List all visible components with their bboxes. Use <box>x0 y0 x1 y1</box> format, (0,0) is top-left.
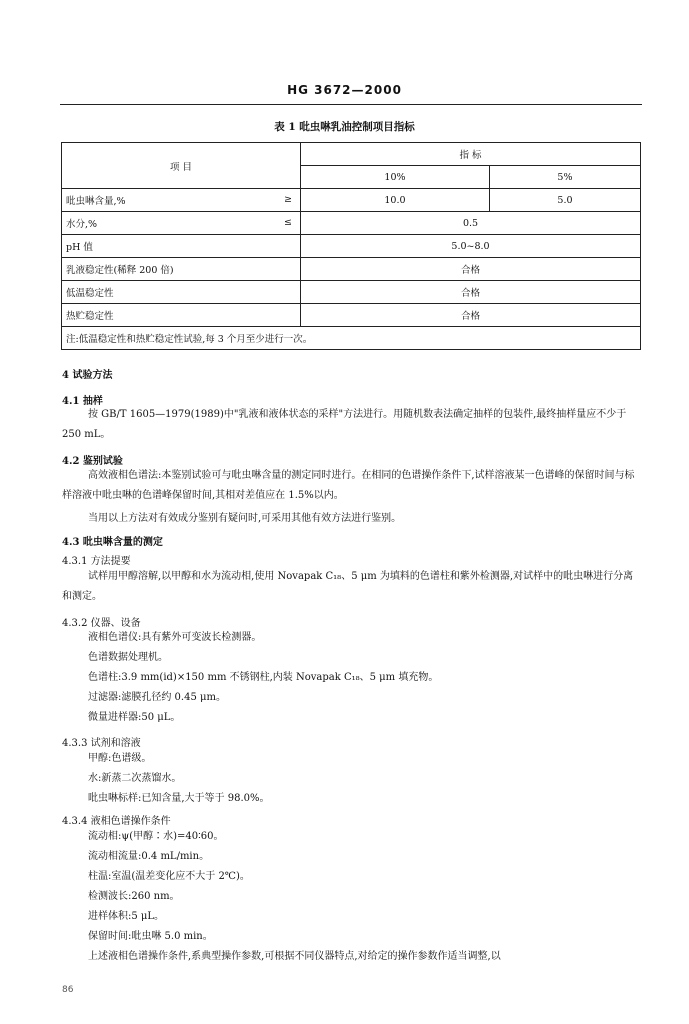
section-4-3-4-paragraph: 上述液相色谱操作条件,系典型操作参数,可根据不同仪器特点,对给定的操作参数作适当调整,以 <box>88 951 501 962</box>
list-item: 色谱数据处理机。 <box>88 652 168 663</box>
table-row <box>62 258 641 281</box>
list-item: 甲醇:色谱级。 <box>88 753 152 764</box>
table-row <box>62 189 641 212</box>
row-item: 低温稳定性 <box>62 281 301 304</box>
list-item: 微量进样器:50 μL。 <box>88 712 181 723</box>
table-row <box>62 304 641 327</box>
section-4-3-title: 4.3 吡虫啉含量的测定 <box>62 537 163 548</box>
section-4-3-1-title: 4.3.1 方法提要 <box>62 556 131 567</box>
table-header-row <box>62 143 641 166</box>
list-item: 色谱柱:3.9 mm(id)×150 mm 不锈钢柱,内装 Novapak C₁₈、5 μm 填充物。 <box>88 672 439 683</box>
row-item: pH 值 <box>62 235 301 258</box>
list-item: 过滤器:滤膜孔径约 0.45 μm。 <box>88 692 226 703</box>
list-item: 流动相流量:0.4 mL/min。 <box>88 851 210 862</box>
section-4-3-3-list <box>62 749 642 809</box>
table-caption: 表 1 吡虫啉乳油控制项目指标 <box>274 121 415 133</box>
list-item: 液相色谱仪:具有紫外可变波长检测器。 <box>88 632 262 643</box>
section-4-3-3-title: 4.3.3 试剂和溶液 <box>62 738 141 749</box>
section-4-1-paragraph: 按 GB/T 1605—1979(1989)中"乳液和液体状态的采样"方法进行。用随机数表法确定抽样的包装件,最终抽样量应不少于 250 mL。 <box>62 409 627 440</box>
section-4-3-4-title: 4.3.4 液相色谱操作条件 <box>62 816 171 827</box>
table-row <box>62 281 641 304</box>
section-4-3-4-list <box>62 827 642 947</box>
section-4-3-2-title: 4.3.2 仪器、设备 <box>62 618 141 629</box>
list-item: 流动相:ψ(甲醇∶水)=40∶60。 <box>88 831 224 842</box>
row-value: 0.5 <box>301 212 641 235</box>
list-item: 进样体积:5 μL。 <box>88 911 165 922</box>
header-10pct: 10% <box>301 166 490 189</box>
row-value: 合格 <box>301 258 641 281</box>
row-value: 5.0~8.0 <box>301 235 641 258</box>
row-item: 热贮稳定性 <box>62 304 301 327</box>
row-item: 吡虫啉含量,% ≥ <box>62 189 301 212</box>
list-item: 柱温:室温(温差变化应不大于 2℃)。 <box>88 871 250 882</box>
section-4-2-paragraph-2: 当用以上方法对有效成分鉴别有疑问时,可采用其他有效方法进行鉴别。 <box>88 513 402 524</box>
section-4-2-paragraph-1: 高效液相色谱法:本鉴别试验可与吡虫啉含量的测定同时进行。在相同的色谱操作条件下,试样溶液某一色谱峰的保留时间与标样溶液中吡虫啉的色谱峰保留时间,其相对差值应在 1.5%以内。 <box>62 470 635 501</box>
list-item: 吡虫啉标样:已知含量,大于等于 98.0%。 <box>88 793 270 804</box>
row-item: 乳液稳定性(稀释 200 倍) <box>62 258 301 281</box>
table-row <box>62 235 641 258</box>
section-4-title: 4 试验方法 <box>62 370 113 381</box>
list-item: 保留时间:吡虫啉 5.0 min。 <box>88 931 213 942</box>
table-row <box>62 212 641 235</box>
row-value-10: 10.0 <box>301 189 490 212</box>
section-4-3-1-paragraph: 试样用甲醇溶解,以甲醇和水为流动相,使用 Novapak C₁₈、5 μm 为填料的色谱柱和紫外检测器,对试样中的吡虫啉进行分离和测定。 <box>62 571 634 602</box>
list-item: 水:新蒸二次蒸馏水。 <box>88 773 182 784</box>
list-item: 检测波长:260 nm。 <box>88 891 180 902</box>
table-note-row <box>62 327 641 350</box>
row-value: 合格 <box>301 304 641 327</box>
header-5pct: 5% <box>489 166 640 189</box>
row-value-5: 5.0 <box>489 189 640 212</box>
header-item: 项 目 <box>62 143 301 189</box>
section-4-1-title: 4.1 抽样 <box>62 396 103 407</box>
spec-table <box>61 142 641 350</box>
header-rule <box>60 104 642 105</box>
row-item: 水分,% ≤ <box>62 212 301 235</box>
table-note: 注:低温稳定性和热贮稳定性试验,每 3 个月至少进行一次。 <box>62 327 641 350</box>
document-code: HG 3672—2000 <box>287 83 402 97</box>
row-value: 合格 <box>301 281 641 304</box>
section-4-2-title: 4.2 鉴别试验 <box>62 456 123 467</box>
page-number: 86 <box>62 985 74 995</box>
header-index: 指 标 <box>301 143 641 166</box>
section-4-3-2-list <box>62 628 642 728</box>
